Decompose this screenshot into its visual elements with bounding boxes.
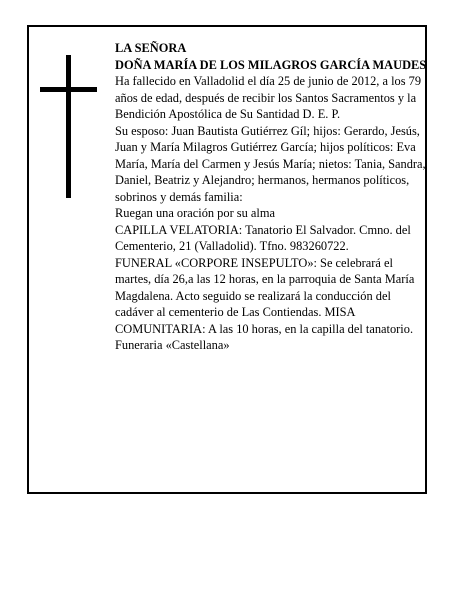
cross-vertical-bar xyxy=(66,55,71,198)
cross-horizontal-bar xyxy=(40,87,97,92)
funeral-info: FUNERAL «CORPORE INSEPULTO»: Se celebrará el martes, día 26,a las 12 horas, en la parroquia de Santa María Magdalena. Acto seguido se realizará la conducción del cadáver al cementerio de Las Contiendas. MISA COMUNITARIA: A las 10 horas, en la capilla del tanatorio. xyxy=(115,255,415,336)
deceased-name: DOÑA MARÍA DE LOS MILAGROS GARCÍA MAUDES xyxy=(115,57,427,72)
notice-heading: LA SEÑORA xyxy=(115,41,187,55)
cross-icon xyxy=(40,55,97,198)
funeral-home: Funeraria «Castellana» xyxy=(115,338,230,352)
wake-chapel-info: CAPILLA VELATORIA: Tanatorio El Salvador. Cmno. del Cementerio, 21 (Valladolid). Tfno. 983260722. xyxy=(115,222,411,253)
death-announcement: Ha fallecido en Valladolid el día 25 de junio de 2012, a los 79 años de edad, después de recibir los Santos Sacramentos y la Bendición Apostólica de Su Santidad D. E. P. xyxy=(115,74,422,121)
obituary-notice xyxy=(27,25,427,494)
family-list: Su esposo: Juan Bautista Gutiérrez Gíl; hijos: Gerardo, Jesús, Juan y María Milagros Gutiérrez García; hijos políticos: Eva María, María del Carmen y Jesús María; nietos: Tania, Sandra, Daniel, Beatriz y Alejandro; hermanos, hermanos políticos, sobrinos y demás familia: xyxy=(115,123,426,204)
prayer-request: Ruegan una oración por su alma xyxy=(115,206,275,220)
notice-text xyxy=(115,40,427,354)
